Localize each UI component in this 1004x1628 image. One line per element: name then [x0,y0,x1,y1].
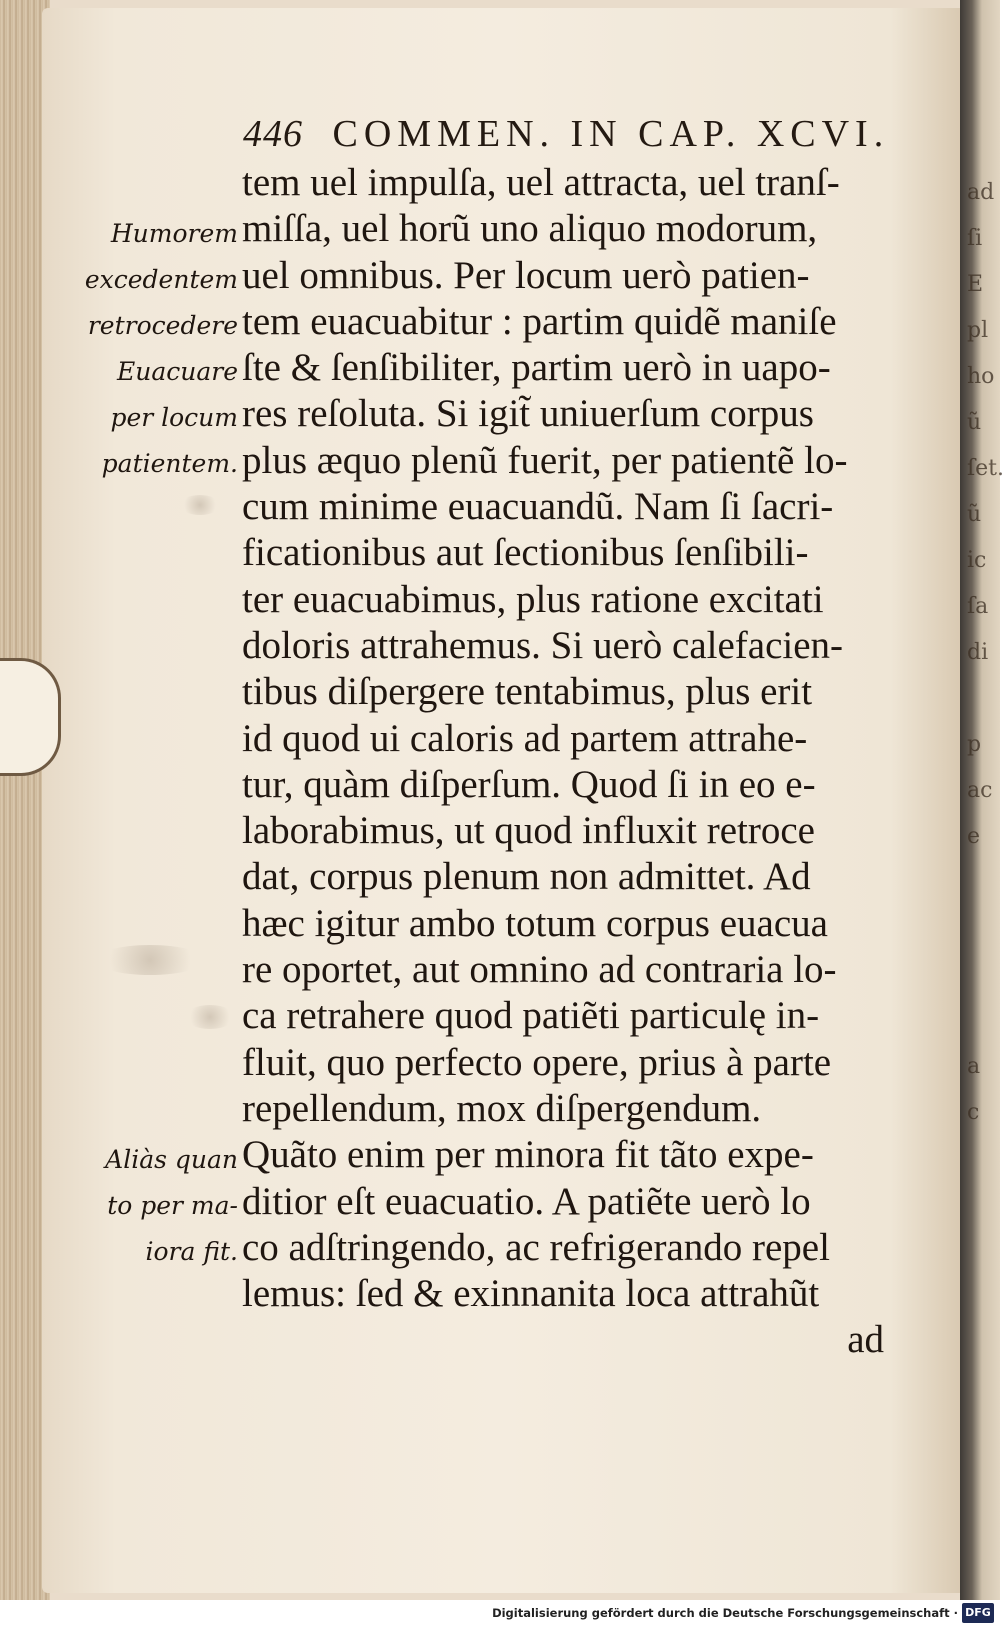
bleed-line: a [967,1054,981,1079]
bleed-line: p [967,732,982,757]
bleed-line: di [967,640,989,665]
page-number: 446 [243,113,303,155]
margin-note-line: Aliàs quan [105,1145,238,1174]
funding-credit: Digitalisierung gefördert durch die Deutsche Forschungsgemeinschaft · [492,1606,958,1620]
running-head [243,112,890,160]
text-line: ca retrahere quod patiẽti particulę in- [242,994,820,1038]
text-line: tibus diſpergere tentabimus, plus erit [242,670,813,714]
text-line: co adſtringendo, ac refrigerando repel [242,1225,830,1269]
bleed-line: ac [967,778,993,803]
bleed-line: pl [967,318,989,343]
text-line: ficationibus aut ſectionibus ſenſibili- [242,531,809,575]
text-line: ter euacuabimus, plus ratione excitati [242,577,824,621]
text-line: doloris attrahemus. Si uerò calefacien- [242,623,844,667]
text-line: fluit, quo perfecto opere, prius à parte [242,1040,832,1084]
bleed-line: ſi [967,226,983,251]
bleed-line [967,906,1000,952]
bleed-line [967,952,1000,998]
next-page-bleed [967,170,1004,1320]
bleed-line [967,1136,1000,1182]
text-line: tem euacuabitur : partim quidẽ maniſe [242,299,837,343]
ink-smudge [185,1005,235,1029]
dfg-logo [962,1603,994,1623]
text-line: Quãto enim per minora fit tãto expe- [242,1133,814,1177]
margin-note-line: Humorem [110,219,238,248]
text-line: tem uel impulſa, uel attracta, uel tranſ- [242,161,840,204]
margin-note-line: excedentem [84,265,238,294]
bleed-line: ũ [967,410,982,435]
text-line: dat, corpus plenum non admittet. Ad [242,855,811,899]
text-line: tur, quàm diſperſum. Quod ſi in eo e- [242,762,816,806]
text-line: lemus: ſed & exinnanita loca attrahũt [242,1272,820,1316]
text-line: id quod ui caloris ad partem attrahe- [242,716,808,760]
bleed-line: c [967,1100,980,1125]
ink-smudge [180,495,220,515]
text-line: miſſa, uel horũ uno aliquo modorum, [242,207,818,251]
text-line: re oportet, aut omnino ad contraria lo- [242,948,837,992]
margin-note-line: Euacuare [116,357,238,386]
margin-note-humorem [70,211,238,487]
text-line: ditior eſt euacuatio. A patiẽte uerò lo [242,1179,811,1223]
text-line: res reſoluta. Si igit̃ uniuerſum corpus [242,392,814,436]
text-line: laborabimus, ut quod influxit retroce [242,809,815,853]
body-text [242,160,892,1364]
margin-note-line: retrocedere [87,311,238,340]
bleed-line: E [967,272,984,297]
bleed-line: ſet. [967,456,1004,481]
text-line: ſte & ſenſibiliter, partim uerò in uapo- [242,346,831,390]
bleed-line: e [967,824,981,849]
bleed-line: ic [967,548,987,573]
text-line: repellendum, mox diſpergendum. [242,1086,762,1130]
text-line: plus æquo plenũ fuerit, per patientẽ lo- [242,438,848,482]
bleed-line [967,676,1000,722]
margin-note-line: to per ma- [107,1191,238,1220]
running-title: COMMEN. IN CAP. XCVI. [332,113,890,155]
bleed-line [967,860,1000,906]
dfg-logo-text: DFG [965,1606,991,1619]
margin-note-line: iora fit. [145,1237,238,1266]
margin-note-line: per locum [110,403,238,432]
margin-note-line: patientem. [101,449,238,478]
thumb-tab-notch [0,658,61,776]
bleed-line [967,1182,1000,1228]
margin-note-alias [70,1137,238,1275]
bleed-line [967,1274,1000,1320]
bleed-line: ad [967,180,995,205]
bleed-line [967,1228,1000,1274]
bleed-line [967,998,1000,1044]
text-line: cum minime euacuandũ. Nam ſi ſacri- [242,485,834,529]
bleed-line: ſa [967,594,989,619]
text-line: ad [847,1318,884,1362]
bleed-line: ho [967,364,995,389]
bleed-line: ũ [967,502,982,527]
text-line: hæc igitur ambo totum corpus euacua [242,901,828,945]
text-line: uel omnibus. Per locum uerò patien- [242,253,810,297]
ink-smudge [95,945,205,975]
